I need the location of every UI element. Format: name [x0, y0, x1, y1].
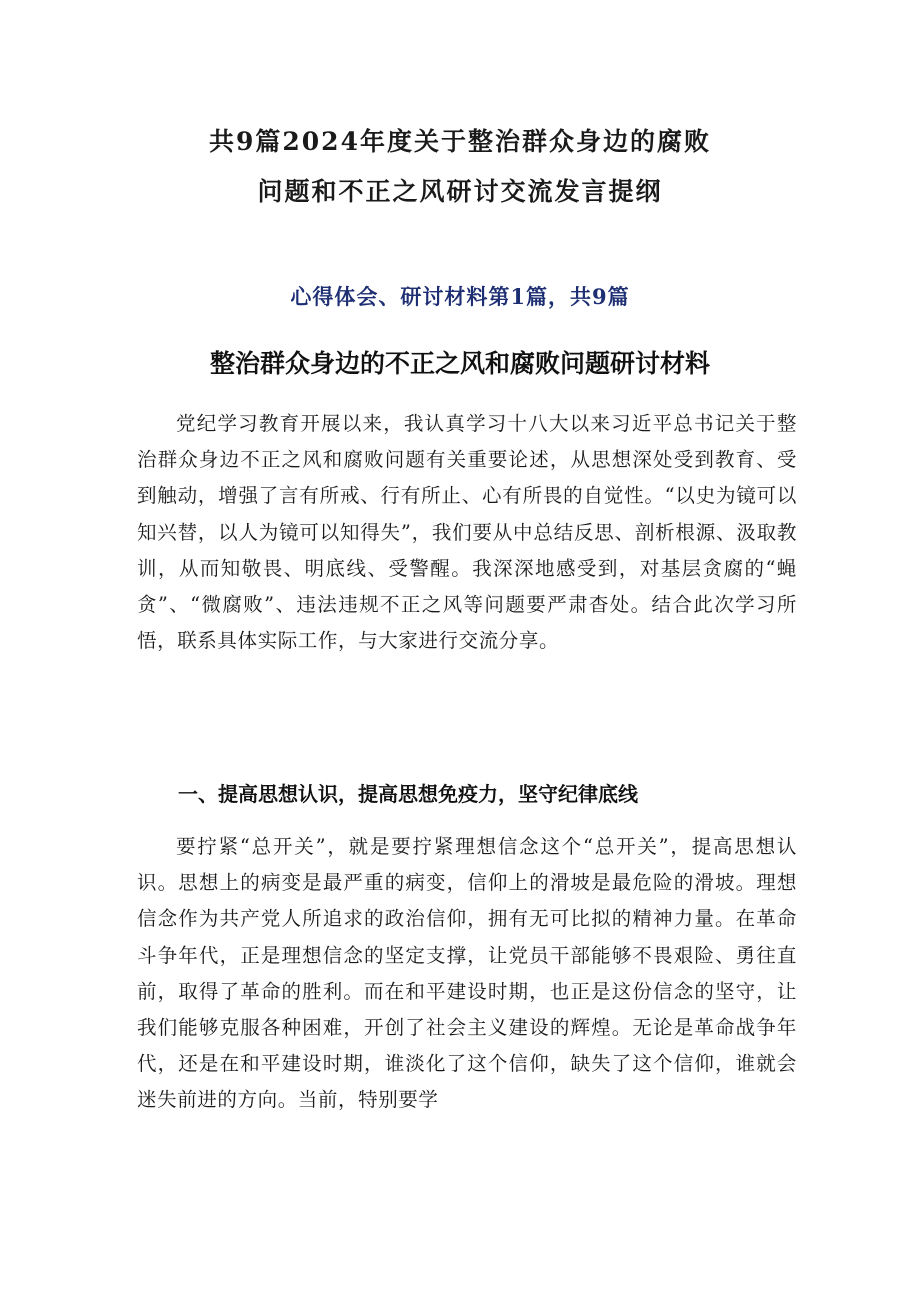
article-title: 整治群众身边的不正之风和腐败问题研讨材料 [209, 349, 710, 378]
document-title-line-1: 共9篇2024年度关于整治群众身边的腐败 [209, 127, 711, 156]
body-paragraph-2: 要拧紧“总开关”，就是要拧紧理想信念这个“总开关”，提高思想认识。思想上的病变是最严重的病变，信仰上的滑坡是最危险的滑坡。理想信念作为共产党人所追求的政治信仰，拥有无可比拟的精神力量。在革命斗争年代，正是理想信念的坚定支撑，让党员干部能够不畏艰险、勇往直前，取得了革命的胜利。而在和平建设时期，也正是这份信念的坚守，让我们能够克服各种困难，开创了社会主义建设的辉煌。无论是革命战争年代，还是在和平建设时期，谁淡化了这个信仰，缺失了这个信仰，谁就会迷失前进的方向。当前，特别要学 [137, 835, 797, 1112]
document-title-line-2: 问题和不正之风研讨交流发言提纲 [257, 177, 663, 206]
part-heading: 心得体会、研讨材料第1篇，共9篇 [290, 284, 630, 309]
body-paragraph-1: 党纪学习教育开展以来，我认真学习十八大以来习近平总书记关于整治群众身边不正之风和腐败问题有关重要论述，从思想深处受到教育、受到触动，增强了言有所戒、行有所止、心有所畏的自觉性。“以史为镜可以知兴替，以人为镜可以知得失”，我们要从中总结反思、剖析根源、汲取教训，从而知敬畏、明底线、受警醒。我深深地感受到，对基层贪腐的“蝇贪”、“微腐败”、违法违规不正之风等问题要严肃杳处。结合此次学习所悟，联系具体实际工作，与大家进行交流分享。 [137, 412, 797, 653]
section-heading-1: 一、提高思想认识，提高思想免疫力，坚守纪律底线 [178, 782, 638, 806]
